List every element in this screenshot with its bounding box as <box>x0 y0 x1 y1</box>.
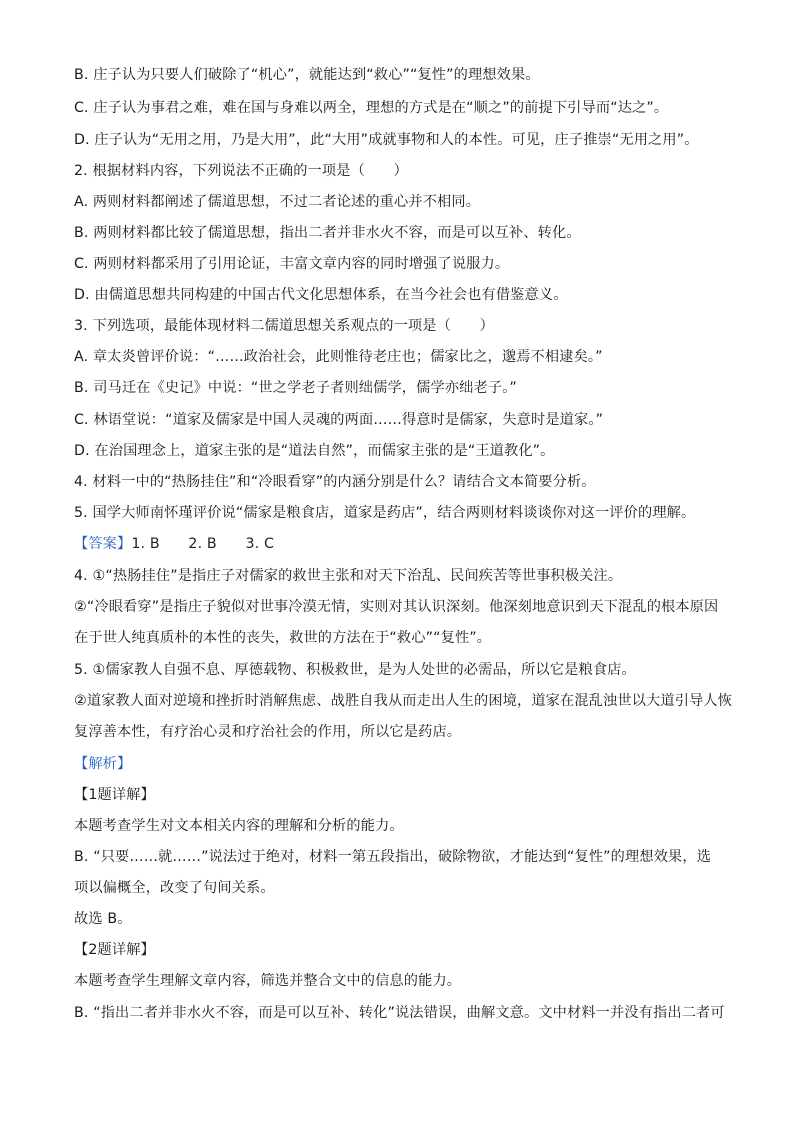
q1-detail-choice: 故选 B。 <box>74 911 132 927</box>
q1-option-c: C. 庄子认为事君之难，难在国与身难以两全，理想的方式是在“顺之”的前提下引导而“达之”。 <box>74 100 669 116</box>
answer-5-part-2: ②道家教人面对逆境和挫折时消解焦虑、战胜自我从而走出人生的困境，道家在混乱浊世以大道引导人恢 <box>74 693 733 709</box>
q2-option-d: D. 由儒道思想共同构建的中国古代文化思想体系，在当今社会也有借鉴意义。 <box>74 287 568 303</box>
q3-stem: 3. 下列选项，最能体现材料二儒道思想关系观点的一项是（ ） <box>74 318 494 334</box>
q2-detail-intro: 本题考查学生理解文章内容，筛选并整合文中的信息的能力。 <box>74 973 462 989</box>
q3-option-b: B. 司马迁在《史记》中说：“世之学老子者则绌儒学，儒学亦绌老子。” <box>74 380 517 396</box>
answer-values: 1. B 2. B 3. C <box>131 536 275 552</box>
q1-option-d: D. 庄子认为“无用之用，乃是大用”，此“大用”成就事物和人的本性。可见，庄子推崇“无用之用”。 <box>74 132 699 148</box>
analysis-tag: 【解析】 <box>74 756 132 772</box>
q3-option-a: A. 章太炎曾评价说：“……政治社会，此则惟待老庄也；儒家比之，邈焉不相逮矣。” <box>74 349 603 365</box>
q1-option-b: B. 庄子认为只要人们破除了“机心”，就能达到“救心”“复性”的理想效果。 <box>74 67 540 83</box>
answer-tag: 【答案】 <box>74 536 132 552</box>
answer-4-part-1: 4. ①“热肠挂住”是指庄子对儒家的救世主张和对天下治乱、民间疾苦等世事积极关注。 <box>74 568 623 584</box>
answer-4-part-2-cont: 在于世人纯真质朴的本性的丧失，救世的方法在于“救心”“复性”。 <box>74 630 492 646</box>
answer-4-part-2: ②“冷眼看穿”是指庄子貌似对世事冷漠无情，实则对其认识深刻。他深刻地意识到天下混乱的根本原因 <box>74 599 719 615</box>
q1-detail-heading: 【1题详解】 <box>74 787 155 803</box>
q1-detail-explain-cont: 项以偏概全，改变了句间关系。 <box>74 880 275 896</box>
q1-detail-intro: 本题考查学生对文本相关内容的理解和分析的能力。 <box>74 818 404 834</box>
q2-detail-explain: B. “指出二者并非水火不容，而是可以互补、转化”说法错误，曲解文意。文中材料一并没有指出二者可 <box>74 1005 725 1021</box>
q2-detail-heading: 【2题详解】 <box>74 942 155 958</box>
q2-stem: 2. 根据材料内容，下列说法不正确的一项是（ ） <box>74 163 408 179</box>
q2-option-c: C. 两则材料都采用了引用论证，丰富文章内容的同时增强了说服力。 <box>74 256 510 272</box>
q5-stem: 5. 国学大师南怀瑾评价说“儒家是粮食店，道家是药店”，结合两则材料谈谈你对这一评价的理解。 <box>74 505 696 521</box>
q4-stem: 4. 材料一中的“热肠挂住”和“冷眼看穿”的内涵分别是什么？请结合文本简要分析。 <box>74 474 596 490</box>
answer-5-part-2-cont: 复淳善本性，有疗治心灵和疗治社会的作用，所以它是药店。 <box>74 724 462 740</box>
q3-option-c: C. 林语堂说：“道家及儒家是中国人灵魂的两面……得意时是儒家，失意时是道家。” <box>74 412 604 428</box>
q1-detail-explain: B. “只要……就……”说法过于绝对，材料一第五段指出，破除物欲，才能达到“复性”的理想效果，选 <box>74 849 712 865</box>
answer-line <box>74 534 274 554</box>
q2-option-a: A. 两则材料都阐述了儒道思想，不过二者论述的重心并不相同。 <box>74 194 481 210</box>
q2-option-b: B. 两则材料都比较了儒道思想，指出二者并非水火不容，而是可以互补、转化。 <box>74 225 581 241</box>
answer-5-part-1: 5. ①儒家教人自强不息、厚德载物、积极救世，是为人处世的必需品，所以它是粮食店。 <box>74 662 636 678</box>
q3-option-d: D. 在治国理念上，道家主张的是“道法自然”，而儒家主张的是“王道教化”。 <box>74 443 555 459</box>
